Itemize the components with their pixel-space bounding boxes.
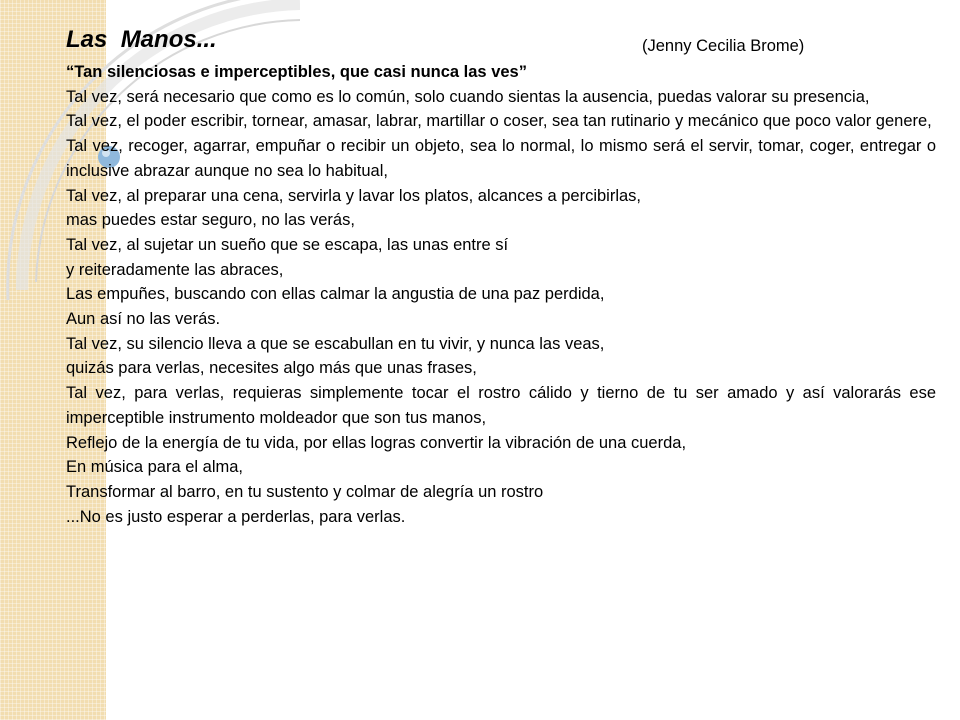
poem-subtitle: “Tan silenciosas e imperceptibles, que casi nunca las ves” bbox=[66, 63, 527, 81]
poem-line: Tal vez, será necesario que como es lo común, solo cuando sientas la ausencia, puedas valorar su presencia, bbox=[66, 87, 870, 106]
poem-line: Tal vez, al preparar una cena, servirla y lavar los platos, alcances a percibirlas, bbox=[66, 186, 642, 205]
poem-line: mas puedes estar seguro, no las verás, bbox=[66, 211, 355, 230]
poem-line: quizás para verlas, necesites algo más que unas frases, bbox=[66, 359, 477, 378]
poem-line: ...No es justo esperar a perderlas, para verlas. bbox=[66, 507, 406, 526]
poem-line: Las empuñes, buscando con ellas calmar la angustia de una paz perdida, bbox=[66, 285, 605, 304]
poem-title: Las Manos... bbox=[66, 26, 217, 53]
poem-line: Tal vez, para verlas, requieras simplemente tocar el rostro cálido y tierno de tu ser amado y así valorarás ese imperceptible instrumento moldeador que son tus manos, bbox=[66, 384, 936, 427]
poem-line: Tal vez, al sujetar un sueño que se escapa, las unas entre sí bbox=[66, 235, 509, 254]
poem-line: Aun así no las verás. bbox=[66, 310, 221, 329]
poem-line: Tal vez, recoger, agarrar, empuñar o recibir un objeto, sea lo normal, lo mismo será el servir, tomar, coger, entregar o inclusive abrazar aunque no sea lo habitual, bbox=[66, 137, 936, 180]
poem-line: Reflejo de la energía de tu vida, por ellas logras convertir la vibración de una cuerda, bbox=[66, 433, 687, 452]
poem-content bbox=[66, 26, 936, 529]
title-row bbox=[66, 26, 936, 60]
poem-line: En música para el alma, bbox=[66, 458, 243, 477]
poem-line: Tal vez, el poder escribir, tornear, amasar, labrar, martillar o coser, sea tan rutinario y mecánico que poco valor genere, bbox=[66, 112, 932, 131]
poem-line: y reiteradamente las abraces, bbox=[66, 260, 284, 279]
poem-author: (Jenny Cecilia Brome) bbox=[642, 37, 805, 55]
poem-line: Tal vez, su silencio lleva a que se escabullan en tu vivir, y nunca las veas, bbox=[66, 334, 605, 353]
poem-line: Transformar al barro, en tu sustento y colmar de alegría un rostro bbox=[66, 482, 544, 501]
